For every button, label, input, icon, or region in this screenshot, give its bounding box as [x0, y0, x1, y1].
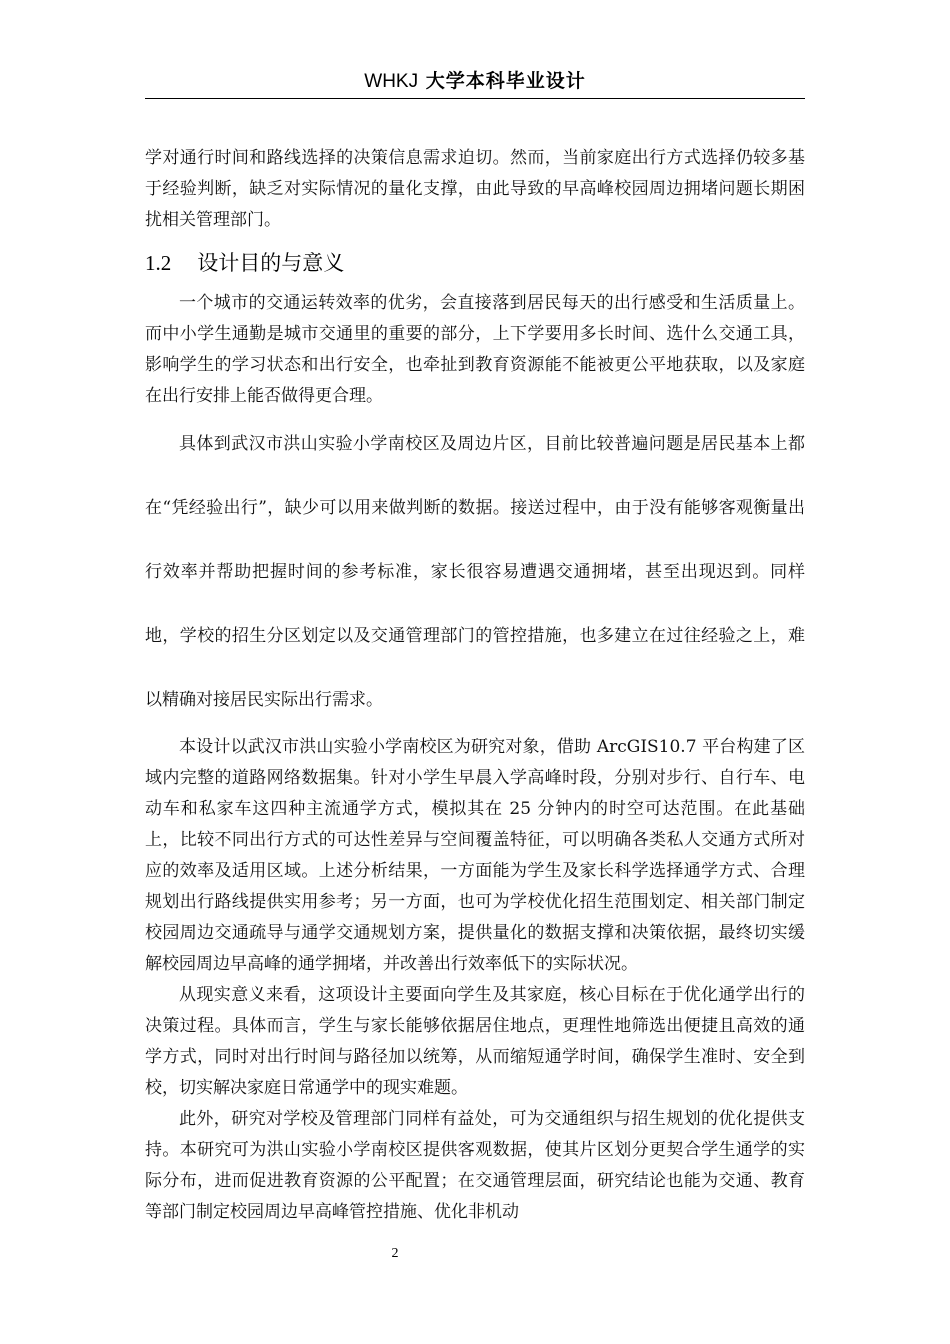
section-number: 1.2: [145, 251, 172, 275]
paragraph-2-serif-text: 具体到武汉市洪山实验小学南校区及周边片区，目前比较普遍问题是居民基本上都在“凭经验出行”，缺少可以用来做判断的数据。: [145, 434, 805, 518]
section-title: 设计目的与意义: [197, 251, 345, 275]
paragraph-4: 从现实意义来看，这项设计主要面向学生及其家庭，核心目标在于优化通学出行的决策过程。具体而言，学生与家长能够依据居住地点，更理性地筛选出便捷且高效的通学方式，同时对出行时间与路径加以统筹，从而缩短通学时间，确保学生准时、安全到校，切实解决家庭日常通学中的现实难题。: [145, 985, 805, 1098]
paragraph-5: 此外，研究对学校及管理部门同样有益处，可为交通组织与招生规划的优化提供支持。本研究可为洪山实验小学南校区提供客观数据，使其片区划分更契合学生通学的实际分布，进而促进教育资源的公平配置；在交通管理层面，研究结论也能为交通、教育等部门制定校园周边早高峰管控措施、优化非机动: [145, 1109, 805, 1222]
page-header: [145, 66, 805, 93]
paragraph-1: 一个城市的交通运转效率的优劣，会直接落到居民每天的出行感受和生活质量上。而中小学生通勤是城市交通里的重要的部分，上下学要用多长时间、选什么交通工具，影响学生的学习状态和出行安全，也牵扯到教育资源能不能被更公平地获取，以及家庭在出行安排上能否做得更合理。: [145, 293, 805, 406]
page-number: 2: [391, 1246, 399, 1261]
header-title: 大学本科毕业设计: [425, 70, 586, 92]
document-body: [145, 143, 805, 1228]
paragraph-3: 本设计以武汉市洪山实验小学南校区为研究对象，借助 ArcGIS10.7 平台构建了区域内完整的道路网络数据集。针对小学生早晨入学高峰时段，分别对步行、自行车、电动车和私家车这四种主流通学方式，模拟其在 25 分钟内的时空可达范围。在此基础上，比较不同出行方式的可达性差异与空间覆盖特征，可以明确各类私人交通方式所对应的效率及适用区域。上述分析结果，一方面能为学生及家长科学选择通学方式、合理规划出行路线提供实用参考；另一方面，也可为学校优化招生范围划定、相关部门制定校园周边交通疏导与通学交通规划方案，提供量化的数据支撑和决策依据，最终切实缓解校园周边早高峰的通学拥堵，并改善出行效率低下的实际状况。: [145, 737, 805, 974]
section-heading: [145, 248, 805, 278]
header-code: WHKJ: [364, 71, 419, 92]
paragraph-continued: 学对通行时间和路线选择的决策信息需求迫切。然而，当前家庭出行方式选择仍较多基于经验判断，缺乏对实际情况的量化支撑，由此导致的早高峰校园周边拥堵问题长期困扰相关管理部门。: [145, 148, 805, 230]
header-rule: [145, 98, 805, 99]
paragraph-2-sans-text: 接送过程中，由于没有能够客观衡量出行效率并帮助把握时间的参考标准，家长很容易遭遇交通拥堵，甚至出现迟到。同样地，学校的招生分区划定以及交通管理部门的管控措施，也多建立在过往经验之上，难以精确对接居民实际出行需求。: [145, 498, 805, 710]
paragraph-2: [145, 412, 805, 732]
